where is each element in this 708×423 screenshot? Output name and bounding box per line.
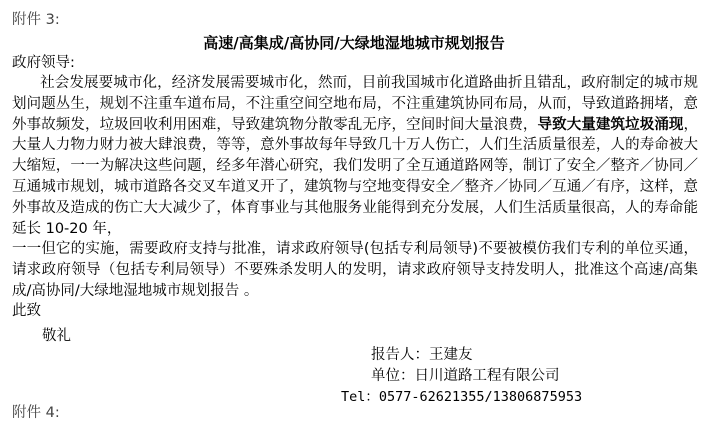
body-paragraph-1-bold: 导致大量建筑垃圾涌现 [537,116,684,133]
body-paragraph-2: 一一但它的实施，需要政府支持与批准，请求政府领导(包括专利局领导)不要被模仿我们专利的单位买通，请求政府领导（包括专利局领导）不要殊杀发明人的发明，请求政府领导支持发明人，批准这个高速/高集成/高协同/大绿地湿地城市规划报告 。 [12,241,698,299]
closing-phrase: 此致 [12,303,41,319]
salute-phrase: 敬礼 [42,328,71,344]
report-title: 高速/高集成/高协同/大绿地湿地城市规划报告 [203,34,505,52]
next-attachment-label: 附件 4: [12,405,60,421]
reporter-telephone: Tel：0577-62621355/13806875953 [341,389,583,405]
reporter-unit: 单位：日川道路工程有限公司 [371,368,560,384]
report-body [12,73,698,302]
addressee: 政府领导: [12,55,75,71]
attachment-label: 附件 3: [12,12,60,28]
body-paragraph-1b: ，大量人力物力财力被大肆浪费，等等，意外事故每年导致几十万人伤亡，人们生活质量很差，人的寿命被大大缩短，一一为解决这些问题，经多年潜心研究，我们发明了全互通道路网等，制订了安全／整齐／协同／互通城市规划，城市道路各交叉车道叉开了，建筑物与空地变得安全／整齐／协同／互通／有序，这样，意外事故及造成的伤亡大大减少了，体育事业与其他服务业能得到充分发展，人们生活质量很高，人的寿命能延长 10-20 年， [12,116,699,237]
body-paragraph-1a: 社会发展要城市化，经济发展需要城市化，然而，目前我国城市化道路曲折且错乱，政府制定的城市规划问题丛生，规划不注重车道布局，不注重空间空地布局，不注重建筑协同布局，从而，导致道路拥堵，意外事故频发，垃圾回收利用困难，导致建筑物分散零乱无序，空间时间大量浪费， [12,75,698,133]
reporter-name: 报告人：王建友 [371,347,473,363]
